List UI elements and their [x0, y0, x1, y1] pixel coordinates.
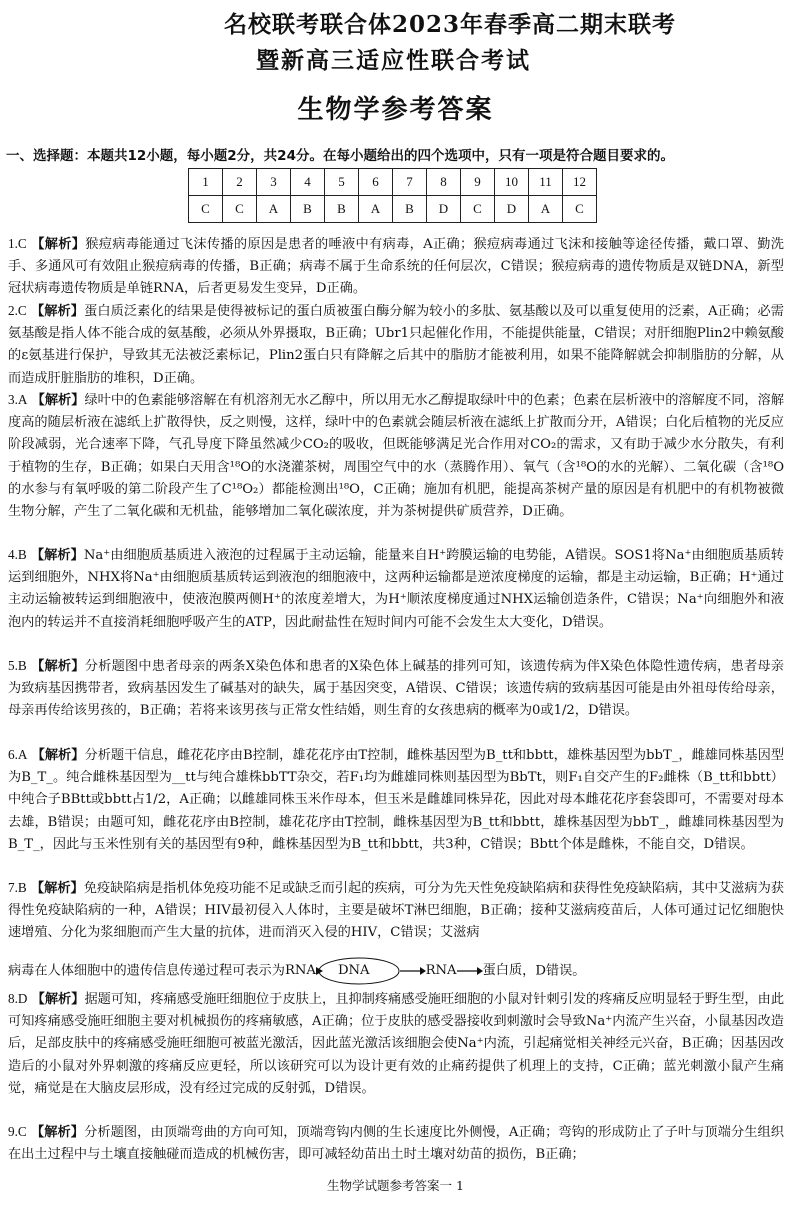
- item-text: 免疫缺陷病是指机体免疫功能不足或缺乏而引起的疾病，可分为先天性免疫缺陷病和获得性免疫缺陷病，其中艾滋病为获得性免疫缺陷病的一种，A错误；HIV最初侵入人体时，主要是破坏T淋巴细胞，B正确；接种艾滋病疫苗后，人体可通过记忆细胞快速增殖、分化为浆细胞而产生大量的抗体，进而消灭入侵的HIV，C错误；艾滋病: [8, 881, 784, 941]
- explanation-item: [8, 233, 784, 301]
- question-number-cell: 2: [223, 169, 257, 196]
- answer-cell: B: [393, 196, 427, 223]
- analysis-tag: 【解析】: [31, 992, 85, 1007]
- analysis-tag: 【解析】: [31, 393, 85, 408]
- item-number: 6.A: [8, 747, 28, 762]
- item-number: 4.B: [8, 547, 27, 562]
- explanation-item: [8, 988, 784, 1100]
- explanation-item: [8, 655, 784, 723]
- item-text: 病毒在人体细胞中的遗传信息传递过程可表示为: [8, 963, 285, 979]
- item-text: 据题可知，疼痛感受施旺细胞位于皮肤上，且抑制疼痛感受施旺细胞的小鼠对针刺引发的疼痛反应明显轻于野生型，由此可知疼痛感受施旺细胞主要对机械损伤的疼痛敏感，A正确；位于皮肤的感受器接收到刺激时会导致Na⁺内流产生兴奋，小鼠基因改造后，足部皮肤中的疼痛感受施旺细胞可被蓝光激活，因此蓝光激活该细胞会使Na⁺内流，引起痛觉相关神经元兴奋，B正确；因基因改造后的小鼠对外界刺激的疼痛反应更轻，所以该研究可以为设计更有效的止痛药提供了机理上的支持，C正确；蓝光刺激小鼠产生痛觉，痛觉是在大脑皮层形成，没有经过完成的反射弧，D错误。: [8, 992, 785, 1096]
- analysis-tag: 【解析】: [31, 659, 85, 674]
- answer-table: [188, 168, 597, 223]
- explanation-item: [8, 300, 784, 390]
- question-number-cell: 5: [325, 169, 359, 196]
- question-number-cell: 12: [563, 169, 597, 196]
- answer-cell: C: [189, 196, 223, 223]
- question-number-cell: 1: [189, 169, 223, 196]
- question-number-cell: 10: [495, 169, 529, 196]
- item-number: 2.C: [8, 303, 27, 318]
- answer-cell: A: [359, 196, 393, 223]
- page-footer: 生物学试题参考答案一 1: [327, 1178, 464, 1193]
- answer-cell: C: [563, 196, 597, 223]
- item-text: 分析题图，由顶端弯曲的方向可知，顶端弯钩内侧的生长速度比外侧慢，A正确；弯钩的形成防止了子叶与顶端分生组织在出土过程中与土壤直接触碰而造成的机械伤害，即可减轻幼苗出土时土壤对幼苗的损伤，B正确；: [8, 1125, 784, 1163]
- question-number-cell: 11: [529, 169, 563, 196]
- answer-table-number-row: [189, 169, 597, 196]
- arrow-right-icon: [457, 966, 483, 976]
- answer-cell: C: [223, 196, 257, 223]
- question-number-cell: 3: [257, 169, 291, 196]
- item-text: 猴痘病毒能通过飞沫传播的原因是患者的唾液中有病毒，A正确；猴痘病毒通过飞沫和接触等途径传播，戴口罩、勤洗手、多通风可有效阻止猴痘病毒的传播，B正确；病毒不属于生命系统的任何层次，C错误；猴痘病毒的遗传物质是双链DNA，新型冠状病毒遗传物质是单链RNA，后者更易发生变异，D正确。: [8, 237, 784, 297]
- flow-rna: RNA: [425, 962, 457, 978]
- analysis-tag: 【解析】: [31, 748, 85, 763]
- central-dogma-flow: [285, 956, 522, 986]
- flow-dna: DNA: [337, 962, 370, 978]
- explanation-item-continued: [8, 956, 784, 986]
- item-number: 9.C: [8, 1124, 27, 1139]
- analysis-tag: 【解析】: [30, 881, 84, 896]
- question-number-cell: 9: [461, 169, 495, 196]
- analysis-tag: 【解析】: [30, 304, 85, 319]
- explanation-item: [8, 744, 784, 856]
- item-text: 分析题干信息，雌花花序由B控制，雄花花序由T控制，雌株基因型为B_tt和bbtt，雄株基因型为bbT_，雌雄同株基因型为B_T_。纯合雌株基因型为__tt与纯合雄株bbTT杂交，若F₁均为雌雄同株则基因型为BbTt，则F₁自交产生的F₂雌株（B_tt和bbtt）中纯合子BBtt或bbtt占1/2，A正确；以雌雄同株玉米作母本，但玉米是雌雄同株异花，因此对母本雌花花序套袋即可，不需要对母本去雄，B错误；由题可知，雌花花序由B控制，雄花花序由T控制，雌株基因型为B_tt和bbtt，雄株基因型为bbT_，雌雄同株基因型为B_T_，因此与玉米性别有关的基因型有9种，雌株基因型为B_tt和bbtt，共3种，C错误；Bbtt个体是雌株，不能自交，D错误。: [8, 748, 785, 852]
- question-number-cell: 6: [359, 169, 393, 196]
- exam-title-line2: 暨新高三适应性联合考试: [256, 47, 531, 74]
- answer-cell: D: [427, 196, 461, 223]
- item-text: 分析题图中患者母亲的两条X染色体和患者的X染色体上碱基的排列可知，该遗传病为伴X染色体隐性遗传病，患者母亲为致病基因携带者，致病基因发生了碱基对的缺失，属于基因突变，A错误、C错误；该遗传病的致病基因可能是由外祖母传给母亲，母亲再传给该男孩的，B正确；若将来该男孩与正常女性结婚，则生育的女孩患病的概率为0或1/2，D错误。: [8, 659, 784, 719]
- explanation-item: [8, 544, 784, 634]
- analysis-tag: 【解析】: [31, 237, 86, 252]
- answer-cell: A: [257, 196, 291, 223]
- item-text: 绿叶中的色素能够溶解在有机溶剂无水乙醇中，所以用无水乙醇提取绿叶中的色素；色素在层析液中的溶解度不同，溶解度高的随层析液在滤纸上扩散得快，反之则慢，这样，绿叶中的色素就会随层析液在滤纸上扩散而分开，A错误；白化后植物的光反应阶段减弱，光合速率下降，气孔导度下降虽然减少CO₂的吸收，但既能够满足光合作用对CO₂的需求，又有助于减少水分散失，有利于植物的生存，B正确；如果白天用含¹⁸O的水浇灌茶树，周围空气中的水（蒸腾作用）、氧气（含¹⁸O的水的光解）、二氧化碳（含¹⁸O的水参与有氧呼吸的第二阶段产生了C¹⁸O₂）都能检测出¹⁸O，C正确；施加有机肥，能提高茶树产量的原因是有机肥中的有机物被微生物分解，产生了二氧化碳和无机盐，能够增加二氧化碳浓度，并为茶树提供矿质营养，D正确。: [8, 393, 785, 520]
- answer-cell: C: [461, 196, 495, 223]
- flow-protein: 蛋白质: [482, 962, 523, 978]
- question-number-cell: 7: [393, 169, 427, 196]
- flow-rna: RNA: [284, 962, 316, 978]
- answer-cell: B: [325, 196, 359, 223]
- item-text: ，D错误。: [522, 963, 586, 979]
- explanation-item: [8, 1121, 784, 1166]
- analysis-tag: 【解析】: [30, 1125, 85, 1140]
- item-text: 蛋白质泛素化的结果是使得被标记的蛋白质被蛋白酶分解为较小的多肽、氨基酸以及可以重复使用的泛素，A正确；必需氨基酸是指人体不能合成的氨基酸，必须从外界摄取，B正确；Ubr1只起催化作用，不能提供能量，C错误；对肝细胞Plin2中赖氨酸的ε氨基进行保护，导致其无法被泛素标记，Plin2蛋白只有降解之后其中的脂肪才能被利用，如果不能降解就会抑制脂肪的分解，从而造成肝脏脂肪的堆积，D正确。: [8, 304, 784, 386]
- item-text: Na⁺由细胞质基质进入液泡的过程属于主动运输，能量来自H⁺跨膜运输的电势能，A错误。SOS1将Na⁺由细胞质基质转运到细胞外，NHX将Na⁺由细胞质基质转运到液泡的细胞液中，这两种运输都是逆浓度梯度的运输，都是主动运输，B正确；H⁺通过主动运输被转运到细胞液中，使液泡膜两侧H⁺的浓度差增大，为H⁺顺浓度梯度通过NHX运输创造条件，C错误；Na⁺向细胞外和液泡内的转运并不直接消耗细胞呼吸产生的ATP，因此耐盐性在短时间内可能不会发生太大变化，D错误。: [8, 548, 784, 630]
- arrow-right-icon: [400, 966, 426, 976]
- page-title: 生物学参考答案: [297, 95, 494, 125]
- analysis-tag: 【解析】: [30, 548, 84, 563]
- item-number: 1.C: [8, 236, 27, 251]
- section-heading: 一、选择题：本题共12小题，每小题2分，共24分。在每小题给出的四个选项中，只有一项是符合题目要求的。: [6, 148, 674, 164]
- question-number-cell: 4: [291, 169, 325, 196]
- item-number: 3.A: [8, 392, 28, 407]
- exam-title-line1: 名校联考联合体2023年春季高二期末联考: [224, 11, 677, 38]
- explanation-item: [8, 389, 784, 523]
- explanation-item: [8, 877, 784, 945]
- answer-cell: A: [529, 196, 563, 223]
- answer-cell: D: [495, 196, 529, 223]
- item-number: 5.B: [8, 658, 27, 673]
- answer-cell: B: [291, 196, 325, 223]
- answer-table-answer-row: [189, 196, 597, 223]
- item-number: 8.D: [8, 991, 28, 1006]
- question-number-cell: 8: [427, 169, 461, 196]
- item-number: 7.B: [8, 880, 27, 895]
